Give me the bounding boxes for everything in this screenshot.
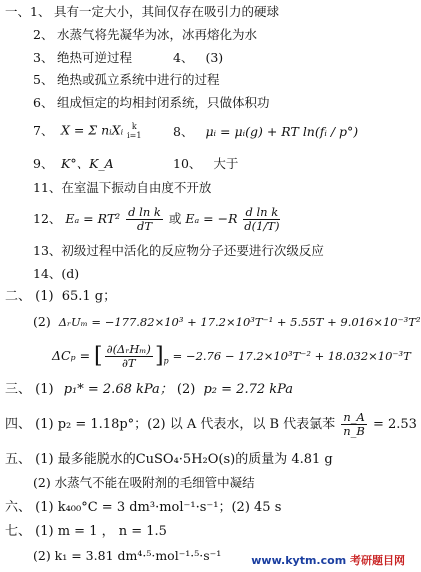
section-one-item-10 <box>173 156 238 172</box>
section-one-item-4 <box>173 50 223 66</box>
item-number: (2) <box>176 382 196 397</box>
section-one-item-1 <box>5 4 279 20</box>
sum-limits <box>127 122 141 140</box>
section-seven-line-2 <box>33 548 221 564</box>
section-one-item-12 <box>33 200 282 238</box>
item-text: 具有一定大小，其间仅存在吸引力的硬球 <box>54 4 280 19</box>
section-one-item-7 <box>33 122 141 140</box>
formula-delta-u: ΔᵣUₘ = −177.82×10³ + 17.2×10³T⁻¹ + 5.55T + 9.016×10⁻³T² <box>58 315 421 329</box>
formula-8: μᵢ = μᵢ(g) + RT ln(fᵢ / p°) <box>205 124 359 139</box>
section-one-item-2 <box>33 27 257 43</box>
or-word: 或 <box>168 211 182 226</box>
formula-12b: Eₐ = −R <box>185 211 238 226</box>
item-text: 水蒸气将先凝华为冰，冰再熔化为水 <box>57 27 258 42</box>
section-two-item-3 <box>52 336 411 382</box>
section-one-item-5 <box>33 72 220 88</box>
section-six-text: (1) k₄₀₀°C = 3 dm³·mol⁻¹·s⁻¹；(2) 45 s <box>35 500 282 515</box>
item-number: 7、 <box>33 122 54 138</box>
section-four-text-b: = 2.53 <box>372 417 417 432</box>
section-five-line-2 <box>33 475 255 491</box>
section-one-item-9 <box>33 156 114 172</box>
item-number: (1) <box>35 289 54 304</box>
item-number: 9、 <box>33 156 54 171</box>
item-text: (d) <box>61 266 80 281</box>
section-one-item-13 <box>33 243 324 259</box>
fraction-dlnk-dT <box>126 206 163 233</box>
fraction-denominator: d(1/T) <box>244 219 280 233</box>
section-one-item-6 <box>33 95 270 111</box>
section-two-item-2 <box>33 314 421 330</box>
fraction-numerator: d ln k <box>128 205 161 219</box>
item-number: 2、 <box>33 27 54 42</box>
fraction-na-nb <box>341 411 366 438</box>
item-number: 11、 <box>33 180 62 195</box>
item-text: 绝热或孤立系统中进行的过程 <box>57 72 220 87</box>
fraction-partial <box>105 343 153 370</box>
item-text: (3) <box>205 50 224 65</box>
sum-upper-limit: k <box>131 122 137 131</box>
formula-9: K°、K_A <box>60 156 114 171</box>
formula-delta-cp-rhs: = −2.76 − 17.2×10³T⁻² + 18.032×10⁻³T <box>172 349 411 363</box>
item-text: 绝热可逆过程 <box>57 50 133 65</box>
item-number: (2) <box>33 314 51 329</box>
item-number: 8、 <box>173 124 194 139</box>
item-text: 大于 <box>213 156 239 171</box>
item-number: 10、 <box>173 156 202 171</box>
item-text: 初级过程中活化的反应物分子还要进行次级反应 <box>61 243 324 258</box>
fraction-numerator: d ln k <box>245 205 279 219</box>
section-four-label: 四、 <box>5 417 32 432</box>
section-one-item-11 <box>33 180 211 196</box>
item-number: 13、 <box>33 243 62 258</box>
fraction-denominator: dT <box>137 219 153 233</box>
item-text: 在室温下振动自由度不开放 <box>61 180 212 195</box>
item-number: 1、 <box>30 4 51 19</box>
fraction-dlnk-d1T <box>243 206 280 233</box>
watermark <box>251 552 405 568</box>
formula-12a: Eₐ = RT² <box>65 211 121 226</box>
formula-p2: p₂ = 2.72 kPa <box>203 382 294 397</box>
sum-lower-limit: i=1 <box>127 131 142 140</box>
fraction-denominator: ∂T <box>121 356 136 370</box>
fraction-numerator: n_A <box>343 410 365 424</box>
section-five-line-1-text: (1) 最多能脱水的CuSO₄·5H₂O(s)的质量为 4.81 g <box>35 452 333 467</box>
item-text: 65.1 g； <box>61 289 117 304</box>
item-number: 5、 <box>33 72 54 87</box>
fraction-denominator: n_B <box>343 424 365 438</box>
section-seven-line-2-text: (2) k₁ = 3.81 dm⁴·⁵·mol⁻¹·⁵·s⁻¹ <box>33 548 222 563</box>
section-one-item-8 <box>173 124 358 140</box>
section-seven-line-1 <box>5 524 167 540</box>
section-five-line-2-text: (2) 水蒸气不能在吸附剂的毛细管中凝结 <box>33 475 255 490</box>
item-number: 4、 <box>173 50 194 65</box>
item-number: 3、 <box>33 50 54 65</box>
watermark-name: 考研题目网 <box>350 554 405 567</box>
section-six <box>5 500 281 516</box>
section-one-item-3 <box>33 50 132 66</box>
section-one-item-14 <box>33 266 79 282</box>
section-three <box>5 382 293 398</box>
section-two-label: 二、 <box>5 289 32 304</box>
section-seven-label: 七、 <box>5 524 32 539</box>
item-text: 组成恒定的均相封闭系统，只做体积功 <box>57 95 270 110</box>
item-number: 14、 <box>33 266 62 281</box>
formula-delta-cp-lhs: ΔCₚ = <box>52 348 91 363</box>
watermark-url: www.kytm.com <box>251 554 347 567</box>
section-three-label: 三、 <box>5 382 32 397</box>
section-one-label: 一、 <box>5 4 31 19</box>
section-seven-line-1-text: (1) m = 1 ， n = 1.5 <box>35 524 167 539</box>
item-number: 6、 <box>33 95 54 110</box>
right-bracket: ] <box>154 343 164 369</box>
fraction-numerator: ∂(ΔᵣHₘ) <box>106 342 151 356</box>
section-five-line-1 <box>5 452 333 468</box>
formula-7: X = Σ nᵢXᵢ <box>60 122 124 138</box>
section-four-text-a: (1) p₂ = 1.18p°；(2) 以 A 代表水，以 B 代表氯苯 <box>35 417 336 432</box>
formula-p1: p₁* = 2.68 kPa； <box>63 382 173 397</box>
section-two-item-1 <box>5 289 116 305</box>
subscript-p: p <box>163 356 169 366</box>
section-six-label: 六、 <box>5 500 32 515</box>
item-number: 12、 <box>33 211 62 226</box>
item-number: (1) <box>35 382 54 397</box>
section-five-label: 五、 <box>5 452 32 467</box>
section-four <box>5 408 417 442</box>
left-bracket: [ <box>94 343 103 369</box>
